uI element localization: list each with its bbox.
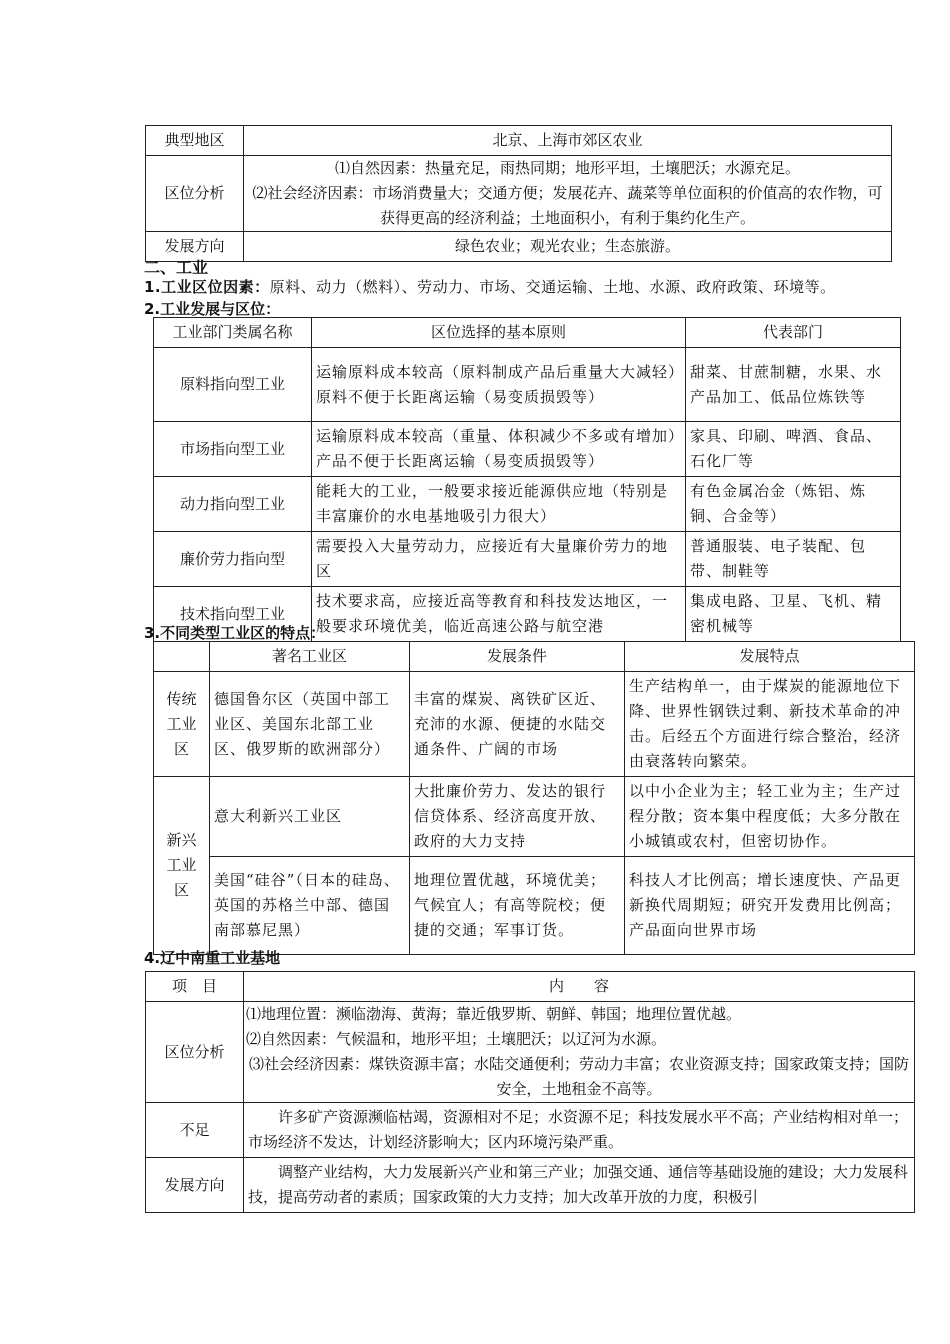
content-line: ⑴地理位置：濒临渤海、黄海；靠近俄罗斯、朝鲜、韩国；地理位置优越。	[246, 1005, 742, 1023]
table-row	[154, 477, 901, 532]
column-header: 发展条件	[410, 642, 625, 672]
row-label: 不足	[146, 1103, 244, 1158]
table-row	[154, 777, 915, 857]
industry-principle: 运输原料成本较高（原料制成产品后重量大大减轻）原料不便于长距离运输（易变质损毁等）	[312, 348, 686, 422]
industry-examples: 家具、印刷、啤酒、食品、石化厂等	[686, 422, 901, 477]
row-content: 许多矿产资源濒临枯竭，资源相对不足；水资源不足；科技发展水平不高；产业结构相对单一；市场经济不发达，计划经济影响大；区内环境污染严重。	[244, 1103, 915, 1158]
row-label: 发展方向	[146, 232, 244, 262]
industry-examples: 有色金属冶金（炼铝、炼铜、合金等）	[686, 477, 901, 532]
column-header: 工业部门类属名称	[154, 318, 312, 348]
region-name: 德国鲁尔区（英国中部工业区、美国东北部工业区、俄罗斯的欧洲部分）	[210, 672, 410, 777]
row-content	[244, 1002, 915, 1103]
table-row	[146, 1002, 915, 1103]
region-conditions: 地理位置优越，环境优美；气候宜人；有高等院校；便捷的交通；军事订货。	[410, 857, 625, 955]
industry-name: 原料指向型工业	[154, 348, 312, 422]
industry-principle: 运输原料成本较高（重量、体积减少不多或有增加）产品不便于长距离运输（易变质损毁等）	[312, 422, 686, 477]
column-header: 项 目	[146, 972, 244, 1002]
industry-name: 廉价劳力指向型	[154, 532, 312, 587]
liaoning-table	[145, 971, 915, 1213]
content-line: ⑵自然因素：气候温和，地形平坦；土壤肥沃；以辽河为水源。	[246, 1030, 667, 1048]
column-header: 区位选择的基本原则	[312, 318, 686, 348]
column-header: 内 容	[244, 972, 915, 1002]
industry-examples: 集成电路、卫星、飞机、精密机械等	[686, 587, 901, 642]
row-content: 绿色农业；观光农业；生态旅游。	[244, 232, 892, 262]
region-features: 科技人才比例高；增长速度快、产品更新换代周期短；研究开发费用比例高；产品面向世界市场	[625, 857, 915, 955]
header-blank	[154, 642, 210, 672]
industry-name: 动力指向型工业	[154, 477, 312, 532]
industry-table	[153, 317, 901, 642]
industry-principle: 需要投入大量劳动力，应接近有大量廉价劳力的地区	[312, 532, 686, 587]
table-row	[154, 532, 901, 587]
content-line: ⑶社会经济因素：煤铁资源丰富；水陆交通便利；劳动力丰富；农业资源支持；国家政策支持；国防安全，土地租金不高等。	[248, 1055, 909, 1098]
table-row	[146, 156, 892, 232]
column-header: 代表部门	[686, 318, 901, 348]
region-type: 新兴工业区	[154, 777, 210, 955]
item-label: 1.工业区位因素：	[144, 278, 270, 296]
region-conditions: 大批廉价劳力、发达的银行信贷体系、经济高度开放、政府的大力支持	[410, 777, 625, 857]
industry-name: 市场指向型工业	[154, 422, 312, 477]
column-header: 著名工业区	[210, 642, 410, 672]
row-content: 调整产业结构，大力发展新兴产业和第三产业；加强交通、通信等基础设施的建设；大力发展科技，提高劳动者的素质；国家政策的大力支持；加大改革开放的力度，积极引	[244, 1158, 915, 1213]
industry-principle: 能耗大的工业，一般要求接近能源供应地（特别是丰富廉价的水电基地吸引力很大）	[312, 477, 686, 532]
row-content	[244, 156, 892, 232]
table-row	[146, 126, 892, 156]
region-conditions: 丰富的煤炭、离铁矿区近、充沛的水源、便捷的水陆交通条件、广阔的市场	[410, 672, 625, 777]
table-header-row	[146, 972, 915, 1002]
region-type: 传统工业区	[154, 672, 210, 777]
industry-principle: 技术要求高，应接近高等教育和科技发达地区，一般要求环境优美，临近高速公路与航空港	[312, 587, 686, 642]
industry-examples: 普通服装、电子装配、包带、制鞋等	[686, 532, 901, 587]
table-row	[146, 1158, 915, 1213]
row-content: 北京、上海市郊区农业	[244, 126, 892, 156]
region-features: 以中小企业为主；轻工业为主；生产过程分散；资本集中程度低；大多分散在小城镇或农村，但密切协作。	[625, 777, 915, 857]
industry-name: 技术指向型工业	[154, 587, 312, 642]
content-line: ⑴自然因素：热量充足，雨热同期；地形平坦，土壤肥沃；水源充足。	[334, 159, 800, 177]
item-text: 原料、动力（燃料）、劳动力、市场、交通运输、土地、水源、政府政策、环境等。	[269, 278, 836, 296]
region-name: 美国“硅谷”（日本的硅岛、英国的苏格兰中部、德国南部慕尼黑）	[210, 857, 410, 955]
row-label: 典型地区	[146, 126, 244, 156]
item-heading: 3.不同类型工业区的特点：	[144, 624, 326, 642]
row-label: 区位分析	[146, 1002, 244, 1103]
table-row	[154, 348, 901, 422]
table-header-row	[154, 318, 901, 348]
region-features: 生产结构单一，由于煤炭的能源地位下降、世界性钢铁过剩、新技术革命的冲击。后经五个方面进行综合整治，经济由衰落转向繁荣。	[625, 672, 915, 777]
column-header: 发展特点	[625, 642, 915, 672]
region-name: 意大利新兴工业区	[210, 777, 410, 857]
item-heading: 4.辽中南重工业基地	[144, 949, 281, 967]
table-row	[154, 422, 901, 477]
row-label: 区位分析	[146, 156, 244, 232]
industry-factors-line	[144, 276, 836, 297]
table-header-row	[154, 642, 915, 672]
table-row	[146, 232, 892, 262]
content-line: ⑵社会经济因素：市场消费量大；交通方便；发展花卉、蔬菜等单位面积的价值高的农作物，可获得更高的经济利益；土地面积小，有利于集约化生产。	[252, 184, 883, 227]
agri-table	[145, 125, 892, 262]
table-row	[146, 1103, 915, 1158]
section-title: 二、工业	[144, 258, 209, 277]
table-row	[154, 672, 915, 777]
region-table	[153, 641, 915, 955]
item-heading: 2.工业发展与区位：	[144, 300, 281, 318]
row-label: 发展方向	[146, 1158, 244, 1213]
table-row	[154, 857, 915, 955]
industry-examples: 甜菜、甘蔗制糖，水果、水产品加工、低品位炼铁等	[686, 348, 901, 422]
